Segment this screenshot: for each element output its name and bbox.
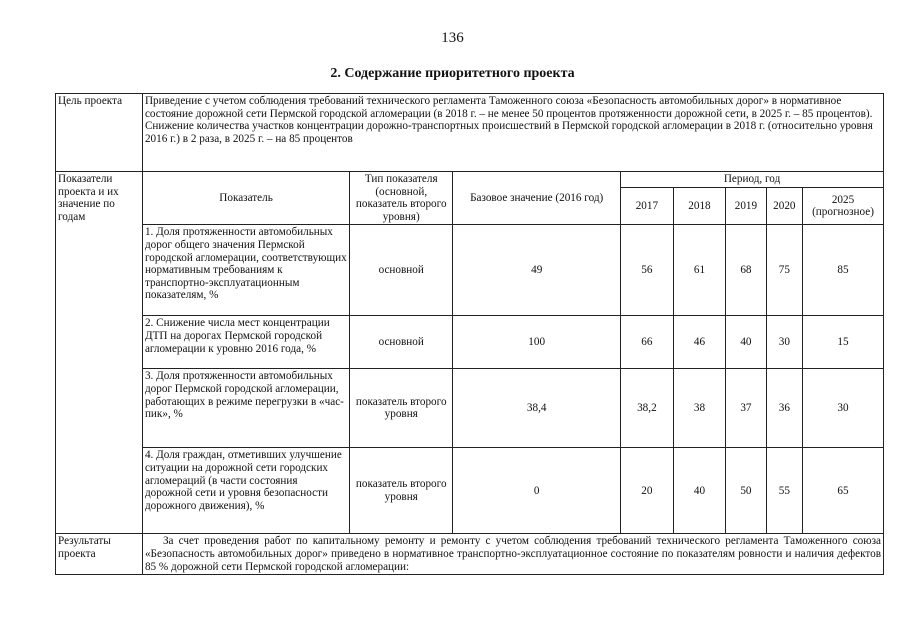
indicator-value: 85 bbox=[803, 225, 884, 316]
indicator-value: 65 bbox=[803, 448, 884, 534]
indicator-value: 20 bbox=[621, 448, 674, 534]
indicator-value: 38 bbox=[673, 369, 726, 448]
page-number: 136 bbox=[441, 30, 464, 46]
header-base: Базовое значение (2016 год) bbox=[453, 172, 621, 225]
table-row bbox=[56, 369, 884, 448]
table-row bbox=[56, 316, 884, 369]
indicator-value: 40 bbox=[673, 448, 726, 534]
header-year: 2018 bbox=[673, 187, 726, 225]
goal-text-1: Приведение с учетом соблюдения требований технического регламента Таможенного союза «Безопасность автомобильных дорог» в нормативное состояние дорожной сети Пермской городской агломерации (в 2018 г. – не менее 50 процентов протяженности дорожной сети, в 2025 г. – 85 процентов). bbox=[144, 95, 873, 120]
indicators-label: Показатели проекта и их значение по годам bbox=[56, 172, 143, 534]
indicator-value: 66 bbox=[621, 316, 674, 369]
indicator-name: 4. Доля граждан, отметивших улучшение ситуации на дорожной сети городских агломераций (в части состояния дорожной сети и уровня безопасности дорожного движения), % bbox=[142, 448, 349, 534]
indicator-type: основной bbox=[350, 316, 453, 369]
table-row bbox=[56, 448, 884, 534]
goal-row bbox=[56, 94, 884, 172]
indicator-type: показатель второго уровня bbox=[350, 448, 453, 534]
indicator-value: 75 bbox=[766, 225, 802, 316]
indicator-value: 50 bbox=[726, 448, 766, 534]
indicator-name: 3. Доля протяженности автомобильных дорог Пермской городской агломерации, работающих в режиме перегрузки в «час-пик», % bbox=[142, 369, 349, 448]
header-period: Период, год bbox=[621, 172, 884, 188]
indicator-name: 1. Доля протяженности автомобильных дорог общего значения Пермской городской агломерации, соответствующих нормативным требованиям к транспортно-эксплуатационным показателям, % bbox=[142, 225, 349, 316]
indicator-value: 40 bbox=[726, 316, 766, 369]
header-year: 2017 bbox=[621, 187, 674, 225]
header-indicator: Показатель bbox=[142, 172, 349, 225]
indicator-value: 37 bbox=[726, 369, 766, 448]
indicator-value: 56 bbox=[621, 225, 674, 316]
results-text: За счет проведения работ по капитальному ремонту и ремонту с учетом соблюдения требований технического регламента Таможенного союза «Безопасность автомобильных дорог» приведено в нормативное транспортно-эксплуатационное состояние по показателям ровности и наличия дефектов 85 % дорожной сети Пермской городской агломерации: bbox=[142, 534, 883, 575]
indicator-value: 46 bbox=[673, 316, 726, 369]
indicator-type: показатель второго уровня bbox=[350, 369, 453, 448]
indicator-name: 2. Снижение числа мест концентрации ДТП на дорогах Пермской городской агломерации к уровню 2016 года, % bbox=[142, 316, 349, 369]
indicator-base: 100 bbox=[453, 316, 621, 369]
header-year: 2025 (прогнозное) bbox=[803, 187, 884, 225]
indicator-value: 38,2 bbox=[621, 369, 674, 448]
indicator-value: 61 bbox=[673, 225, 726, 316]
indicator-value: 30 bbox=[803, 369, 884, 448]
results-row bbox=[56, 534, 884, 575]
indicator-value: 68 bbox=[726, 225, 766, 316]
indicators-header-row bbox=[56, 172, 884, 188]
header-type: Тип показателя (основной, показатель второго уровня) bbox=[350, 172, 453, 225]
indicator-value: 30 bbox=[766, 316, 802, 369]
section-title: 2. Содержание приоритетного проекта bbox=[330, 66, 575, 81]
goal-text bbox=[142, 94, 883, 172]
table-row bbox=[56, 225, 884, 316]
indicator-base: 0 bbox=[453, 448, 621, 534]
indicator-value: 55 bbox=[766, 448, 802, 534]
indicator-type: основной bbox=[350, 225, 453, 316]
indicator-base: 38,4 bbox=[453, 369, 621, 448]
goal-text-2: Снижение количества участков концентрации дорожно-транспортных происшествий в Пермской городской агломерации в 2018 г. (относительно уровня 2016 г.) в 2 раза, в 2025 г. – на 85 процентов bbox=[144, 120, 873, 145]
indicator-value: 15 bbox=[803, 316, 884, 369]
goal-label: Цель проекта bbox=[56, 94, 143, 172]
project-content-table bbox=[55, 93, 884, 575]
header-year: 2020 bbox=[766, 187, 802, 225]
indicator-base: 49 bbox=[453, 225, 621, 316]
header-year: 2019 bbox=[726, 187, 766, 225]
results-label: Результаты проекта bbox=[56, 534, 143, 575]
indicator-value: 36 bbox=[766, 369, 802, 448]
